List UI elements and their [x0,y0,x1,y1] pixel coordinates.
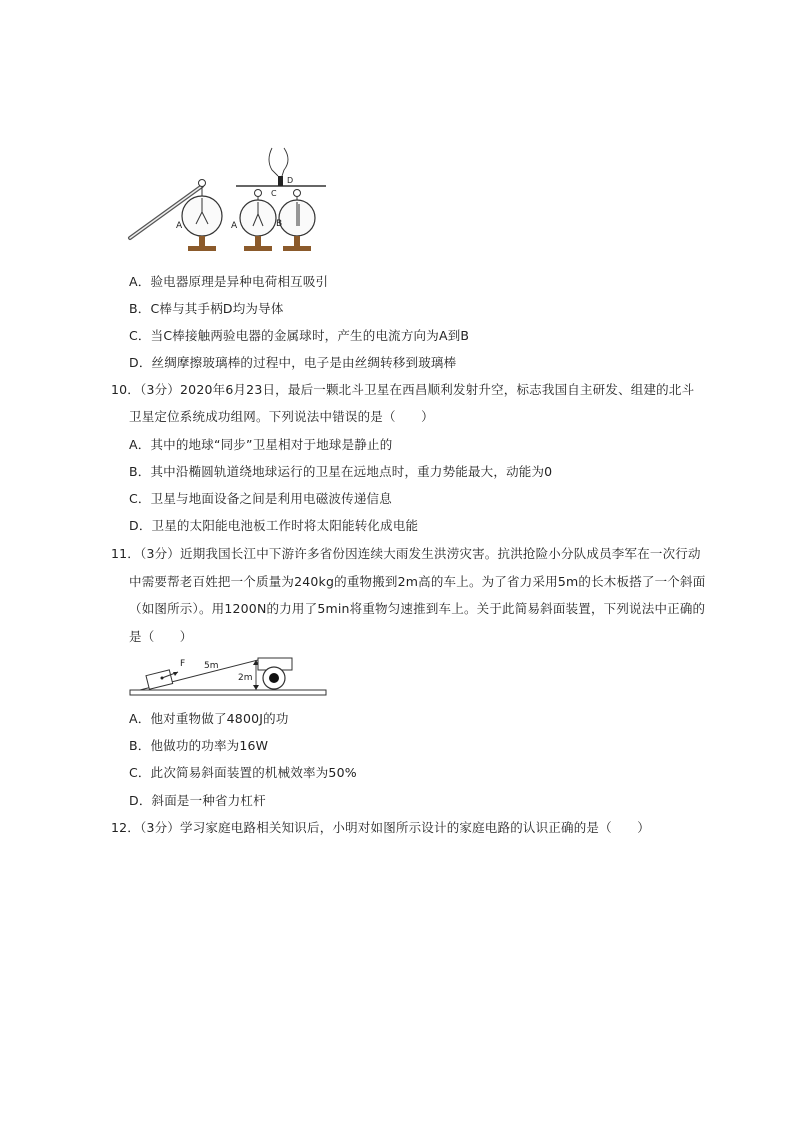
electroscope-a-left [182,180,222,252]
q10-stem-line1: 10．（3分）2020年6月23日，最后一颗北斗卫星在西昌顺利发射升空，标志我国自主研发、组建的北斗 [111,382,695,397]
electroscope-a-middle [240,190,276,252]
q9-option-b[interactable]: B．C棒与其手柄D均为导体 [129,301,284,316]
q10-option-d[interactable]: D．卫星的太阳能电池板工作时将太阳能转化成电能 [129,518,419,533]
electroscope-figure [126,146,336,254]
label-force: F [180,659,186,669]
q10-option-a[interactable]: A．其中的地球“同步”卫星相对于地球是静止的 [129,437,393,452]
label-d: D [287,176,294,185]
q11-stem-line2: 中需要帮老百姓把一个质量为240kg的重物搬到2m高的车上。为了省力采用5m的长木板搭了一个斜面 [129,574,706,589]
q11-option-c[interactable]: C．此次简易斜面装置的机械效率为50% [129,765,357,780]
incline-figure [128,654,328,700]
q12-stem-line1: 12．（3分）学习家庭电路相关知识后，小明对如图所示设计的家庭电路的认识正确的是（ ） [111,820,650,835]
label-height: 2m [238,673,253,683]
q9-option-c[interactable]: C．当C棒接触两验电器的金属球时，产生的电流方向为A到B [129,328,470,343]
electroscope-b [279,190,315,252]
q9-option-a[interactable]: A．验电器原理是异种电荷相互吸引 [129,274,329,289]
label-a-left: A [176,221,183,231]
q11-stem-line4: 是（ ） [129,629,193,644]
q11-stem-line1: 11．（3分）近期我国长江中下游许多省份因连续大雨发生洪涝灾害。抗洪抢险小分队成员李军在一次行动 [111,546,701,561]
q9-option-d[interactable]: D．丝绸摩擦玻璃棒的过程中，电子是由丝绸转移到玻璃棒 [129,355,457,370]
q10-stem-line2: 卫星定位系统成功组网。下列说法中错误的是（ ） [129,409,434,424]
q10-option-c[interactable]: C．卫星与地面设备之间是利用电磁波传递信息 [129,491,392,506]
q11-option-d[interactable]: D．斜面是一种省力杠杆 [129,793,266,808]
q11-stem-line3: （如图所示）。用1200N的力用了5min将重物匀速推到车上。关于此简易斜面装置，下列说法中正确的 [129,601,706,616]
label-length: 5m [204,661,219,671]
label-a-middle: A [231,221,238,231]
q11-option-b[interactable]: B．他做功的功率为16W [129,738,269,753]
q11-option-a[interactable]: A．他对重物做了4800J的功 [129,711,289,726]
label-b: B [276,219,283,229]
label-c: C [271,189,277,198]
q10-option-b[interactable]: B．其中沿椭圆轨道绕地球运行的卫星在远地点时，重力势能最大，动能为0 [129,464,553,479]
